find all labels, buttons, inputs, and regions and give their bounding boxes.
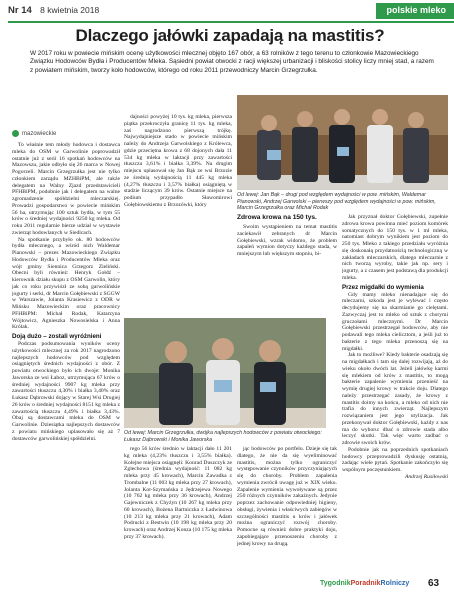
paragraph: Gdy mamy mleko nienadające się do mleczarni, szkoda jest je wylewać i często decydujemy się na skarmianie go cielętami. Zazwyczaj jest to mleko od sztuk z chorymi gruczołami mlecznymi. Dr Marcin Gołębiewski przestrzegał hodowców, aby nie podawali tego mleka cielicztom, a jeśli już to bakterie z tego mleka przenoszą się na migdałki. [342,291,448,352]
page-header [0,0,454,22]
paragraph: jąc hodowców po portfelu. Dzieje się tak dlatego, że nie da się wyeliminować mastitis, można tylko ograniczyć występowanie czynników przyczyniających się do choroby. Problem zapalenia wymienia zwrócił uwagę już w XIX wieku. Zapalenie wymienia wywoływane są przez 250 różnych czynników zakaźnych. Jedynie poprzez zachowanie odpowiedniej higieny, obsługi, żywienia i właściwych zabiegów w szczególności mastitis u krów i jałówek można ograniczyć rozwój choroby. Pomocne są również dobre praktyki doju, zapobiegające przenoszeniu choroby z jednej krowy na drugą. [237,446,337,547]
photo-caption-2: Od lewej: Marcin Grzegrzułka, dwójka najlepszych hodowców z powiatu otwockiego: Łukasz Dąbrowski i Monika Jaworska [124,430,322,443]
photo-award-winners [237,95,448,190]
subhead-awards: Doją dużo – zostali wyróżnieni [12,333,102,340]
brand-word-3: Rolniczy [380,580,410,587]
text-column-4 [342,214,448,576]
photo-image [237,95,448,190]
issue-info [8,5,99,16]
paragraph: Jak to możliwe? Kiedy bakterie osadzają się na migdałkach i tam się dalej rozwijają, aż do wieku około dwóch lat. Jeżeli jałówkę karmi się mlekiem od krów z mastitis, to mogą bakterie zapalenie wymienia przenieść na wymię drugiej krowy w trakcie doju. Dlatego należy przestrzegać zasady, że krowy z mastitis doimy na końcu, a mleko od nich nie trafia do innych zwierząt. Najlepszym rozwiązaniem jest jego utylizacja. Jak przekonywał doktor Gołębiewski, każdy z nas ma do wyboru: dbać o zdrowie stada albo leczyć skutki. Tak więc warto zadbać o zdrowie swoich krów. [342,352,448,446]
photo-otwock-breeders [124,318,326,428]
magazine-brand [320,580,409,587]
text-column-3-bottom [237,446,337,574]
photo-image [124,318,326,428]
text-column-3-top [237,224,337,314]
paragraph: To właśnie tem młody hodowca i dostawca mleka do OSM w Garwolinie poprowadził ostatnie już z serii 16 spotkań hodowców na Mazowszu, jakie odbyło się 26 marca w Nowej Pogorzeli. Marcin Grzegrzułka jest nie tylko członkiem zarządu MZHBiPM, ale także delegatem na Walny Zjazd przedstawicieli PFHBiPM, podobnie jak i delegatem na walne zgromadzenie spółdzielni mleczarskiej. Prowadzi gospodarstwo w powiecie mińskim 56 ha, utrzymując 100 sztuk bydła, w tym 55 krów o średniej wydajności 9250 kg mleka. Od roku 2011 regularnie bierze udział w wystawie zwierząt hodowlanych w Siedlcach. [12,142,120,236]
text-column-2-bottom [124,446,232,574]
text-column-1 [12,142,120,574]
paragraph: Swoim wystąpieniem na temat mastitis zaciekawił zebranych dr Marcin Gołębiewski, wzrak widomo, że problem zapaleń wymion dotyczy każdego stada, w mniejszym lub większym stopniu, bi- [237,224,337,257]
issue-number: Nr 14 [8,5,32,16]
brand-word-1: Tygodnik [320,580,351,587]
paragraph: Podobnie jak na poprzednich spotkaniach hodowcy przeprowadzili dyskusję ostatnią, zadając wiele pytań. Spotkanie zakończyło się wspólnym poczęstunkiem. [342,446,448,473]
photo-caption-1: Od lewej: Jan Bąk – drugi pod względem wydajności w pow. mińskim, Waldemar Pianowski, Andrzej Garwolski – pierwszy pod względem wydajności w pow. mińskim, Marcin Grzegrzułka oraz Michał Rodak [237,192,436,212]
region-byline [12,130,56,137]
issue-date: 8 kwietnia 2018 [40,5,100,15]
page-number: 63 [428,578,440,589]
paragraph: rego 56 krów średnio w laktacji dało 11 201 kg mleka (4,23% tłuszczu i 3,55% białka). Kolejne miejsca osiągnęli: Konrad Duszczyk ze Zglechowa (średnia wydajność: 11 082 kg mleka przy 45 krowach), Marcin Zawadka z Trombalne (11 003 kg mleka przy 27 krowach), Jolanta Kot-Szymańska z Jędrzejewa Nowego (10 762 kg mleka przy 36 krowach), Andrzej Gajewniczek z Chyżyn (10 267 kg mleka przy 60 krowach), Bożena Bartniczka z Ładwinowa (10 213 kg mleka przy 21 krowach), Adam Podrucki z Bestwin (10 198 kg mleka przy 20 krowach) oraz Andrzej Konza (10 175 kg mleka przy 37 krowach). [124,446,232,540]
brand-word-2: Poradnik [350,580,381,587]
article-title: Dlaczego jałówki zapadają na mastitis? [75,26,385,45]
article-lead: W 2017 roku w powiecie mińskim ocenę użytkowości mlecznej objęto 167 obór, a 63 rolników z tego terenu to członkowie Mazowieckiego Związku Hodowców Bydła i Producentów Mleka. Sąsiedni powiat otwocki z racji większej urbanizacji i bliskości stolicy liczy mniej stad, a razem z powiatem mińskim, tworzy koło hodowców, którego od roku 2011 przewodniczy Marcin Grzegrzułka. [30,50,434,74]
paragraph: Na spotkanie przybyło ok. 80 hodowców bydła mlecznego, a wśród nich Waldemar Pianowski – prezes Mazowieckiego Związku Hodowców Bydła i Producentów Mleka oraz wójt gminy Siennica Grzegorz Zieliński. Obecni byli również: Henryk Gołdź – kierownik działu skupu z OSM Garwolin, który jak co roku przywiózł ze sobą garwolińskie jogurty i serki, dr Marcin Gołębiewski z SGGW w Warszawie, Jolanta Krasiewicz z ODR w Mińsku Mazowieckim oraz pracownicy PFHBiPM: Michał Rodak, Katarzyna Wójtowicz, Agnieszka Nowosielska i Anna Królak. [12,236,120,331]
region-label: mazowieckie [22,130,57,137]
paragraph: dajności powyżej 10 tys. kg mleka, pierwsza piątka przekroczyła granicę 11 tys. kg mleka, zaś nagrodzono pierwszą trójkę. Najwydajniejsze stado w powiecie mińskim należy do Andrzeja Garwolskiego z Królewca, gdzie przeciętna krowa z 68 dojonych dała 11 534 kg mleka w laktacji przy zawartości tłuszczu 3,61% i białka 3,39%. Na drugim miejscu uplasował się Jan Bąk ze wsi Brzozie ze średnią wydajnością 11 445 kg mleka (4,27% tłuszczu i 3,57% białka) osiągniętą w stadzie liczącym 39 krów. Ostatnie miejsce na podium przypadło Sławomirowi Gołębiowskiemu z Brzozówki, który [124,114,232,208]
subhead-tonsils: Przez migdałki do wymienia [342,283,424,291]
region-marker-icon [12,130,19,137]
header-rule [8,21,454,23]
paragraph: Jak przyznał doktor Gołębiewski, zupełnie zdrowa krowa powinna mieć poziom komórek somatycznych do 150 tys. w 1 ml mleka, natomiast dobrym wynikiem jest poziom do 250 tys. Mleko z takiego przedziału wyróżnia się doskonałą przydatnością technologiczną w zakładach mleczarskich, dlatego mleczarnie z nich tworzą wyroby, takie jak np. sery i jogurty, a z czasem jest podstawą dla produkcji mleka. [342,214,448,281]
paragraph: Podczas podsumowania wyników oceny użytkowości mlecznej za rok 2017 nagrodzono najlepszych hodowców pod względem osiągniętych średnich wydajności z obór. Z powiatu otwockiego było ich dwoje: Monika Jaworska ze wsi Łaboz, utrzymująca 67 krów o średniej wydajności 9907 kg mleka przy zawartości tłuszczu 4,30% i białka 3,40% oraz Łukasz Dąbrowski dojący w Starej Wsi Drugiej 26 krów o średniej wydajności 8151 kg mleka z zawartością tłuszczu 4,49% i białka 3,43%. Obaj są dostawcami mleka do OSM w Garwolinie. Dziesiątka najlepszych dostawców z powiatu mińskiego uplasowało się aż 7 dostawców garwolińskiej spółdzielni. [12,341,120,442]
author-signature: Andrzej Rusiłowski [404,473,448,480]
section-tab: polskie mleko [376,3,454,19]
subhead-healthy-cow: Zdrowa krowa na 150 tys. [237,214,317,221]
